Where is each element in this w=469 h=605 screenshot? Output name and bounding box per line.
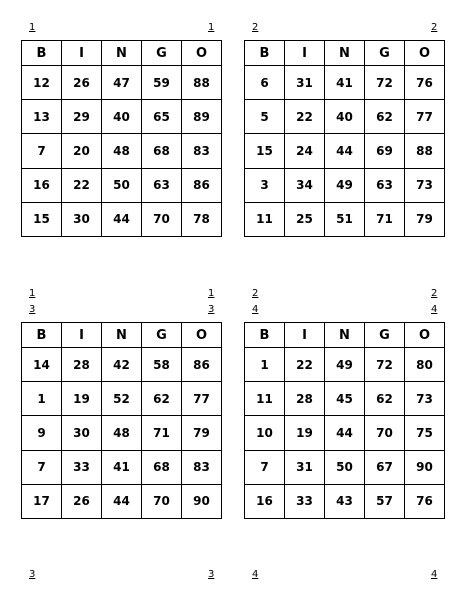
number-cell: 67 [365, 450, 405, 484]
number-cell: 83 [182, 450, 222, 484]
number-cell: 48 [102, 134, 142, 168]
card-label: 2 [252, 288, 259, 299]
number-cell: 22 [285, 100, 325, 134]
number-cell: 45 [325, 382, 365, 416]
card-row [22, 134, 222, 168]
card-label: 1 [29, 22, 36, 33]
number-cell: 83 [182, 134, 222, 168]
number-cell: 5 [245, 100, 285, 134]
number-cell: 1 [245, 348, 285, 382]
number-cell: 90 [405, 450, 445, 484]
number-cell: 77 [182, 382, 222, 416]
card-row [245, 416, 445, 450]
card-row [245, 348, 445, 382]
number-cell: 44 [325, 416, 365, 450]
card-row [245, 450, 445, 484]
number-cell: 86 [182, 348, 222, 382]
card-row [22, 202, 222, 236]
header-i: I [285, 41, 325, 66]
card-label: 2 [431, 22, 438, 33]
header-g: G [142, 323, 182, 348]
card-label: 1 [29, 288, 36, 299]
number-cell: 70 [365, 416, 405, 450]
number-cell: 52 [102, 382, 142, 416]
header-n: N [102, 41, 142, 66]
number-cell: 41 [325, 66, 365, 100]
number-cell: 58 [142, 348, 182, 382]
number-cell: 70 [142, 484, 182, 518]
number-cell: 6 [245, 66, 285, 100]
number-cell: 29 [62, 100, 102, 134]
card-label: 3 [208, 304, 215, 315]
number-cell: 33 [62, 450, 102, 484]
number-cell: 3 [245, 168, 285, 202]
number-cell: 7 [245, 450, 285, 484]
number-cell: 44 [325, 134, 365, 168]
number-cell: 11 [245, 382, 285, 416]
card-row [245, 66, 445, 100]
card-label: 1 [208, 288, 215, 299]
number-cell: 49 [325, 168, 365, 202]
card-row [22, 484, 222, 518]
number-cell: 16 [22, 168, 62, 202]
number-cell: 10 [245, 416, 285, 450]
number-cell: 71 [142, 416, 182, 450]
header-i: I [285, 323, 325, 348]
header-g: G [142, 41, 182, 66]
number-cell: 12 [22, 66, 62, 100]
card-label: 2 [431, 288, 438, 299]
number-cell: 68 [142, 134, 182, 168]
header-b: B [22, 323, 62, 348]
header-o: O [405, 41, 445, 66]
header-b: B [245, 323, 285, 348]
number-cell: 88 [405, 134, 445, 168]
number-cell: 48 [102, 416, 142, 450]
header-b: B [22, 41, 62, 66]
number-cell: 9 [22, 416, 62, 450]
number-cell: 70 [142, 202, 182, 236]
header-o: O [405, 323, 445, 348]
number-cell: 73 [405, 382, 445, 416]
header-n: N [102, 323, 142, 348]
number-cell: 26 [62, 66, 102, 100]
number-cell: 42 [102, 348, 142, 382]
number-cell: 59 [142, 66, 182, 100]
header-o: O [182, 323, 222, 348]
number-cell: 28 [62, 348, 102, 382]
number-cell: 62 [365, 382, 405, 416]
number-cell: 24 [285, 134, 325, 168]
card-row [245, 168, 445, 202]
card-header-row [22, 41, 222, 66]
card-label: 4 [431, 569, 438, 580]
number-cell: 62 [142, 382, 182, 416]
header-b: B [245, 41, 285, 66]
card-row [22, 66, 222, 100]
number-cell: 17 [22, 484, 62, 518]
header-i: I [62, 41, 102, 66]
header-i: I [62, 323, 102, 348]
number-cell: 15 [245, 134, 285, 168]
bingo-card-1 [21, 40, 222, 237]
number-cell: 41 [102, 450, 142, 484]
number-cell: 30 [62, 416, 102, 450]
number-cell: 22 [285, 348, 325, 382]
number-cell: 79 [182, 416, 222, 450]
bingo-card-3 [21, 322, 222, 519]
number-cell: 25 [285, 202, 325, 236]
card-label: 3 [29, 304, 36, 315]
number-cell: 15 [22, 202, 62, 236]
card-label: 4 [252, 569, 259, 580]
card-row [22, 348, 222, 382]
number-cell: 26 [62, 484, 102, 518]
number-cell: 89 [182, 100, 222, 134]
bingo-card-2 [244, 40, 445, 237]
number-cell: 1 [22, 382, 62, 416]
number-cell: 44 [102, 484, 142, 518]
number-cell: 63 [365, 168, 405, 202]
card-row [245, 484, 445, 518]
card-label: 4 [431, 304, 438, 315]
header-o: O [182, 41, 222, 66]
card-header-row [22, 323, 222, 348]
number-cell: 50 [102, 168, 142, 202]
number-cell: 90 [182, 484, 222, 518]
card-row [22, 450, 222, 484]
header-g: G [365, 323, 405, 348]
number-cell: 31 [285, 450, 325, 484]
number-cell: 13 [22, 100, 62, 134]
card-row [22, 100, 222, 134]
card-label: 3 [208, 569, 215, 580]
number-cell: 40 [325, 100, 365, 134]
number-cell: 16 [245, 484, 285, 518]
number-cell: 43 [325, 484, 365, 518]
number-cell: 76 [405, 66, 445, 100]
card-label: 3 [29, 569, 36, 580]
card-row [22, 168, 222, 202]
number-cell: 77 [405, 100, 445, 134]
number-cell: 50 [325, 450, 365, 484]
number-cell: 63 [142, 168, 182, 202]
number-cell: 79 [405, 202, 445, 236]
header-g: G [365, 41, 405, 66]
card-header-row [245, 41, 445, 66]
number-cell: 76 [405, 484, 445, 518]
header-n: N [325, 41, 365, 66]
number-cell: 80 [405, 348, 445, 382]
number-cell: 88 [182, 66, 222, 100]
number-cell: 72 [365, 348, 405, 382]
number-cell: 28 [285, 382, 325, 416]
number-cell: 57 [365, 484, 405, 518]
number-cell: 11 [245, 202, 285, 236]
number-cell: 19 [285, 416, 325, 450]
number-cell: 65 [142, 100, 182, 134]
number-cell: 73 [405, 168, 445, 202]
number-cell: 19 [62, 382, 102, 416]
number-cell: 7 [22, 450, 62, 484]
card-row [245, 382, 445, 416]
card-row [245, 202, 445, 236]
card-label: 2 [252, 22, 259, 33]
number-cell: 31 [285, 66, 325, 100]
card-row [22, 416, 222, 450]
number-cell: 7 [22, 134, 62, 168]
number-cell: 14 [22, 348, 62, 382]
number-cell: 68 [142, 450, 182, 484]
number-cell: 71 [365, 202, 405, 236]
number-cell: 78 [182, 202, 222, 236]
number-cell: 20 [62, 134, 102, 168]
card-label: 4 [252, 304, 259, 315]
number-cell: 22 [62, 168, 102, 202]
number-cell: 75 [405, 416, 445, 450]
number-cell: 44 [102, 202, 142, 236]
number-cell: 72 [365, 66, 405, 100]
card-row [22, 382, 222, 416]
card-label: 1 [208, 22, 215, 33]
number-cell: 51 [325, 202, 365, 236]
number-cell: 47 [102, 66, 142, 100]
number-cell: 40 [102, 100, 142, 134]
card-row [245, 100, 445, 134]
card-header-row [245, 323, 445, 348]
number-cell: 62 [365, 100, 405, 134]
number-cell: 34 [285, 168, 325, 202]
number-cell: 30 [62, 202, 102, 236]
header-n: N [325, 323, 365, 348]
bingo-card-4 [244, 322, 445, 519]
number-cell: 49 [325, 348, 365, 382]
number-cell: 69 [365, 134, 405, 168]
number-cell: 33 [285, 484, 325, 518]
number-cell: 86 [182, 168, 222, 202]
card-row [245, 134, 445, 168]
